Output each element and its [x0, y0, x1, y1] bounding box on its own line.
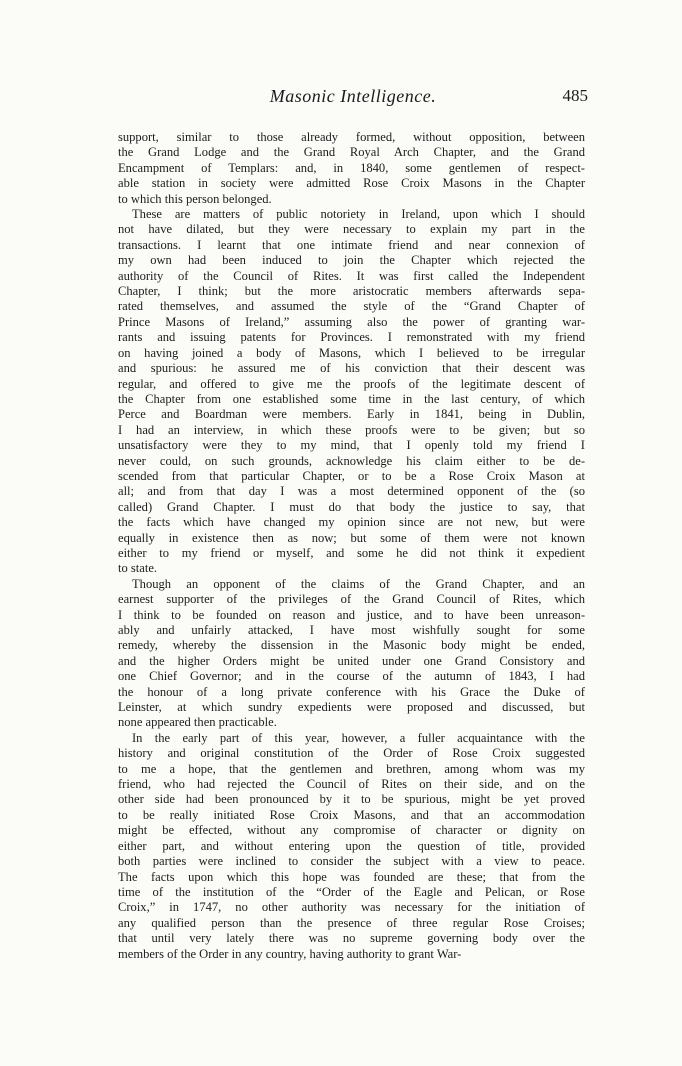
- text-line: might be effected, without any compromise of character or dignity on: [118, 823, 585, 838]
- text-line: I had an interview, in which these proofs were to be given; but so: [118, 422, 585, 437]
- text-line: that until very lately there was no supreme governing body over the: [118, 931, 585, 946]
- text-line: to state.: [118, 561, 158, 576]
- text-line: not have dilated, but they were necessary to explain my part in the: [118, 222, 585, 237]
- text-line: on having joined a body of Masons, which I believed to be irregular: [118, 345, 585, 360]
- text-line: The facts upon which this hope was founded are these; that from the: [118, 869, 585, 884]
- text-line: other side had been pronounced by it to be spurious, might be yet proved: [118, 792, 585, 807]
- text-line: any qualified person than the presence of three regular Rose Croises;: [118, 915, 585, 930]
- text-line: equally in existence then as now; but some of them were not known: [118, 530, 585, 545]
- text-line: all; and from that day I was a most determined opponent of the (so: [118, 484, 585, 499]
- text-line: Prince Masons of Ireland,” assuming also the power of granting war-: [118, 314, 585, 329]
- text-line: authority of the Council of Rites. It was first called the Independent: [118, 268, 585, 283]
- text-line: one Chief Governor; and in the course of the autumn of 1843, I had: [118, 669, 585, 684]
- text-line: either to my friend or myself, and some he did not think it expedient: [118, 545, 585, 560]
- text-line: and spurious: he assured me of his conviction that their descent was: [118, 361, 585, 376]
- text-line: Croix,” in 1747, no other authority was necessary for the initiation of: [118, 900, 585, 915]
- text-line: the Grand Lodge and the Grand Royal Arch Chapter, and the Grand: [118, 145, 585, 160]
- text-line: These are matters of public notoriety in Ireland, upon which I should: [132, 207, 585, 222]
- text-line: scended from that particular Chapter, or to be a Rose Croix Mason at: [118, 468, 585, 483]
- text-line: earnest supporter of the privileges of the Grand Council of Rites, which: [118, 592, 585, 607]
- text-line: to me a hope, that the gentlemen and brethren, among whom was my: [118, 761, 585, 776]
- text-line: able station in society were admitted Rose Croix Masons in the Chapter: [118, 176, 585, 191]
- paragraph: [118, 577, 585, 731]
- text-line: the honour of a long private conference with his Grace the Duke of: [118, 684, 585, 699]
- text-line: and the higher Orders might be united under one Grand Consistory and: [118, 653, 585, 668]
- text-line: I think to be founded on reason and justice, and to have been unreason-: [118, 607, 585, 622]
- text-line: called) Grand Chapter. I must do that body the justice to say, that: [118, 499, 585, 514]
- text-line: remedy, whereby the dissension in the Masonic body might be ended,: [118, 638, 585, 653]
- page-number: 485: [562, 86, 588, 105]
- text-line: transactions. I learnt that one intimate friend and near connexion of: [118, 237, 585, 252]
- page-header: [118, 86, 588, 110]
- text-line: to which this person belonged.: [118, 191, 272, 206]
- text-line: rants and issuing patents for Provinces. I remonstrated with my friend: [118, 330, 585, 345]
- text-line: time of the institution of the “Order of the Eagle and Pelican, or Rose: [118, 884, 585, 899]
- text-line: Leinster, at which sundry expedients were proposed and discussed, but: [118, 700, 585, 715]
- text-line: In the early part of this year, however, a fuller acquaintance with the: [132, 730, 585, 745]
- text-line: ably and unfairly attacked, I have most wishfully sought for some: [118, 623, 585, 637]
- paragraph: [118, 207, 585, 577]
- text-line: members of the Order in any country, having authority to grant War-: [118, 946, 462, 961]
- text-line: regular, and offered to give me the proofs of the legitimate descent of: [118, 376, 585, 391]
- text-line: never could, on such grounds, acknowledge his claim either to be de-: [118, 453, 585, 468]
- paragraph: [118, 731, 585, 962]
- text-line: the facts which have changed my opinion since are not new, but were: [118, 515, 585, 530]
- text-line: the Chapter from one established some time in the last century, of which: [118, 391, 585, 406]
- text-line: none appeared then practicable.: [118, 715, 277, 730]
- text-line: Perce and Boardman were members. Early in 1841, being in Dublin,: [118, 407, 585, 422]
- running-title: Masonic Intelligence.: [269, 86, 437, 106]
- text-line: Chapter, I think; but the more aristocratic members afterwards sepa-: [118, 284, 585, 299]
- text-line: both parties were inclined to consider the subject with a view to peace.: [118, 854, 585, 869]
- text-line: Though an opponent of the claims of the Grand Chapter, and an: [132, 576, 585, 591]
- text-line: Encampment of Templars: and, in 1840, some gentlemen of respect-: [118, 160, 585, 175]
- text-line: to be really initiated Rose Croix Masons, and that an accommodation: [118, 807, 585, 822]
- paragraph: [118, 130, 585, 207]
- text-line: friend, who had rejected the Council of Rites on their side, and on the: [118, 777, 585, 792]
- text-line: support, similar to those already formed, without opposition, between: [118, 130, 585, 144]
- text-line: unsatisfactory were they to my mind, that I openly told my friend I: [118, 438, 585, 453]
- text-line: history and original constitution of the Order of Rose Croix suggested: [118, 746, 585, 761]
- text-line: my own had been induced to join the Chapter which rejected the: [118, 253, 585, 268]
- text-line: either part, and without entering upon the question of title, provided: [118, 838, 585, 853]
- text-line: rated themselves, and assumed the style of the “Grand Chapter of: [118, 299, 585, 314]
- body-text: [118, 130, 585, 962]
